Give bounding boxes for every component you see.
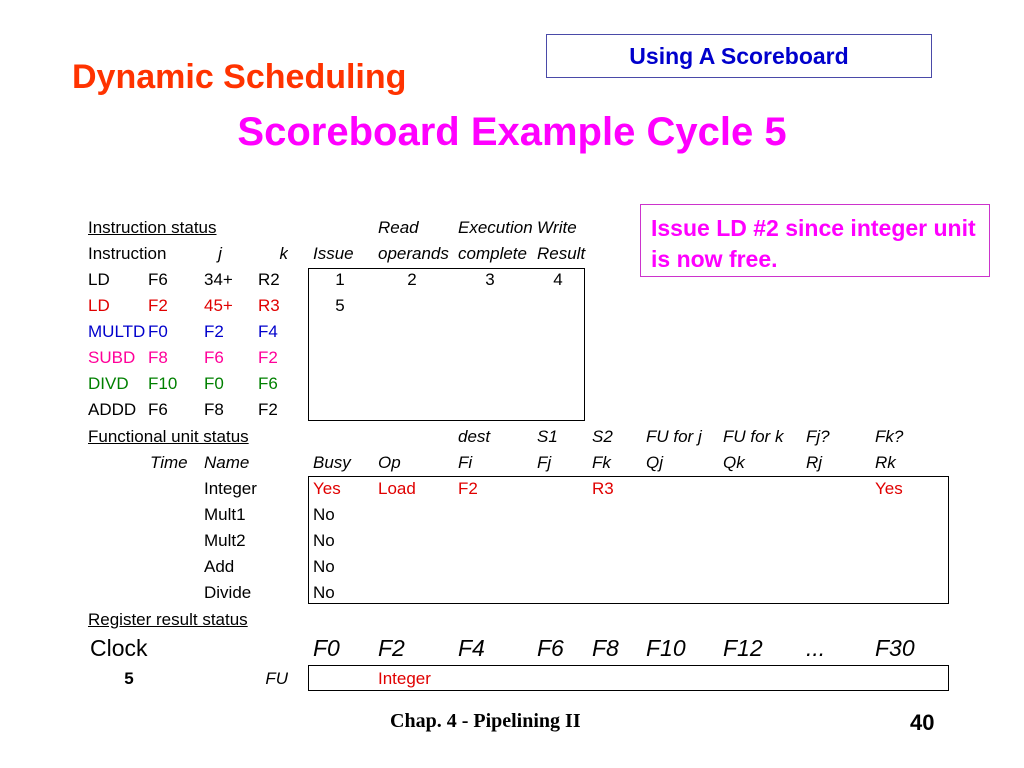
instr-j: 45+ xyxy=(204,296,233,315)
instr-k: F4 xyxy=(258,322,278,341)
fu-header-op: Op xyxy=(378,453,401,472)
register-name: F6 xyxy=(537,635,564,661)
instr-k: F2 xyxy=(258,400,278,419)
header-execution: Execution xyxy=(458,218,533,237)
instr-k: R2 xyxy=(258,270,280,289)
fu-busy: Yes xyxy=(313,479,341,498)
register-status-heading: Register result status xyxy=(88,610,248,629)
fu-header-s1: S1 xyxy=(537,427,558,446)
register-name: F30 xyxy=(875,635,915,661)
header-k: k xyxy=(279,244,288,263)
instr-op: LD xyxy=(88,270,110,289)
header-exec-complete: complete xyxy=(458,244,527,263)
fu-header-time: Time xyxy=(150,453,188,472)
instr-issue: 5 xyxy=(335,296,345,315)
register-name: F0 xyxy=(313,635,340,661)
instr-dest: F8 xyxy=(148,348,168,367)
fu-header-s2: S2 xyxy=(592,427,613,446)
fu-fi: F2 xyxy=(458,479,478,498)
fu-header-fu-for-k: FU for k xyxy=(723,427,784,446)
instr-j: F2 xyxy=(204,322,224,341)
fu-header-busy: Busy xyxy=(313,453,351,472)
register-name: F12 xyxy=(723,635,763,661)
fu-status-heading: Functional unit status xyxy=(88,427,249,446)
instr-j: F6 xyxy=(204,348,224,367)
instr-op: DIVD xyxy=(88,374,129,393)
instr-dest: F10 xyxy=(148,374,178,393)
callout-note: Issue LD #2 since integer unit is now free. xyxy=(640,204,990,277)
fu-header-fj: Fj xyxy=(537,453,552,472)
section-title: Dynamic Scheduling xyxy=(72,58,407,96)
fu-name: Mult1 xyxy=(204,505,246,524)
register-name: F10 xyxy=(646,635,686,661)
fu-header-fu-for-j: FU for j xyxy=(646,427,702,446)
clock-label: Clock xyxy=(90,635,148,661)
header-read: Read xyxy=(378,218,419,237)
instr-op: MULTD xyxy=(88,322,146,341)
fu-header-rk: Rk xyxy=(875,453,896,472)
instr-k: F6 xyxy=(258,374,278,393)
fu-header-qk: Qk xyxy=(723,453,745,472)
fu-busy: No xyxy=(313,505,335,524)
instr-k: R3 xyxy=(258,296,280,315)
register-fu-value: Integer xyxy=(378,669,431,688)
instr-j: F0 xyxy=(204,374,224,393)
instr-dest: F6 xyxy=(148,270,168,289)
instr-op: LD xyxy=(88,296,110,315)
fu-header-fk: Fk xyxy=(592,453,611,472)
instr-k: F2 xyxy=(258,348,278,367)
fu-header-fj-q: Fj? xyxy=(806,427,830,446)
instr-dest: F0 xyxy=(148,322,168,341)
header-instruction: Instruction xyxy=(88,244,167,263)
footer-chapter: Chap. 4 - Pipelining II xyxy=(390,710,581,732)
fu-rk: Yes xyxy=(875,479,903,498)
instr-j: F8 xyxy=(204,400,224,419)
fu-header-name: Name xyxy=(204,453,250,472)
instr-issue: 1 xyxy=(335,270,345,289)
fu-busy: No xyxy=(313,583,335,602)
fu-header-fi: Fi xyxy=(458,453,473,472)
instr-dest: F2 xyxy=(148,296,168,315)
fu-busy: No xyxy=(313,557,335,576)
fu-name: Add xyxy=(204,557,235,576)
header-write: Write xyxy=(537,218,577,237)
fu-header-dest: dest xyxy=(458,427,491,446)
instr-dest: F6 xyxy=(148,400,168,419)
header-read-operands: operands xyxy=(378,244,449,263)
instr-j: 34+ xyxy=(204,270,233,289)
header-j: j xyxy=(218,244,222,263)
fu-busy: No xyxy=(313,531,335,550)
header-issue: Issue xyxy=(313,244,354,263)
fu-header-rj: Rj xyxy=(806,453,823,472)
instr-op: SUBD xyxy=(88,348,136,367)
fu-name: Integer xyxy=(204,479,257,498)
fu-fk: R3 xyxy=(592,479,614,498)
register-name: F4 xyxy=(458,635,485,661)
register-name: ... xyxy=(806,635,826,661)
fu-row-label: FU xyxy=(265,669,288,688)
clock-value: 5 xyxy=(124,669,134,688)
fu-name: Divide xyxy=(204,583,252,602)
instr-write: 4 xyxy=(553,270,563,289)
fu-header-qj: Qj xyxy=(646,453,663,472)
fu-name: Mult2 xyxy=(204,531,246,550)
instruction-status-box xyxy=(308,268,585,421)
slide-title: Scoreboard Example Cycle 5 xyxy=(237,110,787,154)
instr-op: ADDD xyxy=(88,400,137,419)
register-name: F2 xyxy=(378,635,405,661)
header-write-result: Result xyxy=(537,244,586,263)
page-number: 40 xyxy=(910,710,935,735)
instr-read: 2 xyxy=(407,270,417,289)
register-name: F8 xyxy=(592,635,619,661)
instruction-status-heading: Instruction status xyxy=(88,218,217,237)
fu-op: Load xyxy=(378,479,416,498)
fu-header-fk-q: Fk? xyxy=(875,427,904,446)
topic-box: Using A Scoreboard xyxy=(546,34,932,78)
instr-exec: 3 xyxy=(485,270,495,289)
